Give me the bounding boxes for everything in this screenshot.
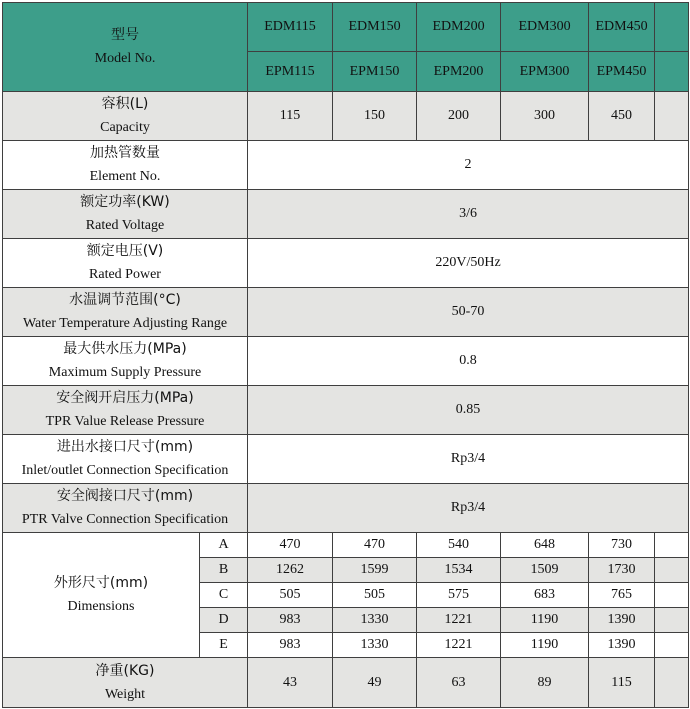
blank-cell <box>655 3 689 52</box>
weight-value: 49 <box>333 658 417 708</box>
weight-value: 63 <box>417 658 501 708</box>
dimension-value: 1730 <box>589 558 655 583</box>
ptr-valve-label: 安全阀接口尺寸(mm) PTR Valve Connection Specification <box>3 484 248 533</box>
blank-cell <box>655 633 689 658</box>
rated-power-row <box>3 239 689 288</box>
blank-cell <box>655 558 689 583</box>
dimension-value: 1330 <box>333 633 417 658</box>
model-epm-1: EPM115 <box>248 52 333 92</box>
model-epm-3: EPM200 <box>417 52 501 92</box>
dimension-value: 1190 <box>501 633 589 658</box>
dimension-value: 765 <box>589 583 655 608</box>
weight-value: 89 <box>501 658 589 708</box>
weight-value: 43 <box>248 658 333 708</box>
capacity-value: 150 <box>333 92 417 141</box>
temp-range-value: 50-70 <box>248 288 689 337</box>
dimension-key: C <box>200 583 248 608</box>
dimension-key: B <box>200 558 248 583</box>
rated-power-value: 220V/50Hz <box>248 239 689 288</box>
model-label <box>3 3 248 92</box>
blank-cell <box>655 608 689 633</box>
capacity-value: 115 <box>248 92 333 141</box>
element-no-value: 2 <box>248 141 689 190</box>
dimension-value: 470 <box>248 533 333 558</box>
dimension-value: 983 <box>248 633 333 658</box>
model-edm-3: EDM200 <box>417 3 501 52</box>
tpr-pressure-row <box>3 386 689 435</box>
dimension-value: 1190 <box>501 608 589 633</box>
model-epm-5: EPM450 <box>589 52 655 92</box>
rated-voltage-label: 额定功率(KW) Rated Voltage <box>3 190 248 239</box>
dimension-value: 648 <box>501 533 589 558</box>
blank-cell <box>655 658 689 708</box>
model-epm-2: EPM150 <box>333 52 417 92</box>
dimension-row <box>3 533 689 558</box>
dimension-value: 683 <box>501 583 589 608</box>
dimension-value: 983 <box>248 608 333 633</box>
rated-voltage-value: 3/6 <box>248 190 689 239</box>
dimension-value: 1330 <box>333 608 417 633</box>
blank-cell <box>655 52 689 92</box>
model-label-zh: 型号 <box>111 27 139 43</box>
dimension-value: 1390 <box>589 608 655 633</box>
inlet-outlet-label: 进出水接口尺寸(mm) Inlet/outlet Connection Specification <box>3 435 248 484</box>
dimension-value: 1599 <box>333 558 417 583</box>
inlet-outlet-value: Rp3/4 <box>248 435 689 484</box>
weight-row <box>3 658 689 708</box>
blank-cell <box>655 92 689 141</box>
model-edm-1: EDM115 <box>248 3 333 52</box>
dimension-value: 1509 <box>501 558 589 583</box>
blank-cell <box>655 533 689 558</box>
dimensions-label: 外形尺寸(mm) Dimensions <box>3 533 200 658</box>
temp-range-label: 水温调节范围(°C) Water Temperature Adjusting Range <box>3 288 248 337</box>
model-edm-row <box>3 3 689 52</box>
element-no-row <box>3 141 689 190</box>
capacity-value: 300 <box>501 92 589 141</box>
capacity-label: 容积(L) Capacity <box>3 92 248 141</box>
temp-range-row <box>3 288 689 337</box>
capacity-value: 450 <box>589 92 655 141</box>
model-epm-4: EPM300 <box>501 52 589 92</box>
dimension-value: 1534 <box>417 558 501 583</box>
weight-label: 净重(KG) Weight <box>3 658 248 708</box>
dimension-key: D <box>200 608 248 633</box>
tpr-pressure-label: 安全阀开启压力(MPa) TPR Value Release Pressure <box>3 386 248 435</box>
dimension-key: E <box>200 633 248 658</box>
dimension-value: 505 <box>333 583 417 608</box>
blank-cell <box>655 583 689 608</box>
rated-power-label: 额定电压(V) Rated Power <box>3 239 248 288</box>
inlet-outlet-row <box>3 435 689 484</box>
model-edm-2: EDM150 <box>333 3 417 52</box>
dimension-value: 1221 <box>417 633 501 658</box>
max-pressure-row <box>3 337 689 386</box>
max-pressure-value: 0.8 <box>248 337 689 386</box>
capacity-value: 200 <box>417 92 501 141</box>
capacity-row <box>3 92 689 141</box>
model-label-en: Model No. <box>94 51 156 66</box>
spec-table <box>2 2 689 708</box>
dimension-value: 505 <box>248 583 333 608</box>
dimension-value: 540 <box>417 533 501 558</box>
tpr-pressure-value: 0.85 <box>248 386 689 435</box>
dimension-value: 730 <box>589 533 655 558</box>
weight-value: 115 <box>589 658 655 708</box>
model-edm-4: EDM300 <box>501 3 589 52</box>
dimension-value: 470 <box>333 533 417 558</box>
ptr-valve-row <box>3 484 689 533</box>
model-edm-5: EDM450 <box>589 3 655 52</box>
element-no-label: 加热管数量 Element No. <box>3 141 248 190</box>
dimension-key: A <box>200 533 248 558</box>
max-pressure-label: 最大供水压力(MPa) Maximum Supply Pressure <box>3 337 248 386</box>
dimension-value: 575 <box>417 583 501 608</box>
rated-voltage-row <box>3 190 689 239</box>
ptr-valve-value: Rp3/4 <box>248 484 689 533</box>
dimension-value: 1221 <box>417 608 501 633</box>
dimension-value: 1262 <box>248 558 333 583</box>
dimension-value: 1390 <box>589 633 655 658</box>
